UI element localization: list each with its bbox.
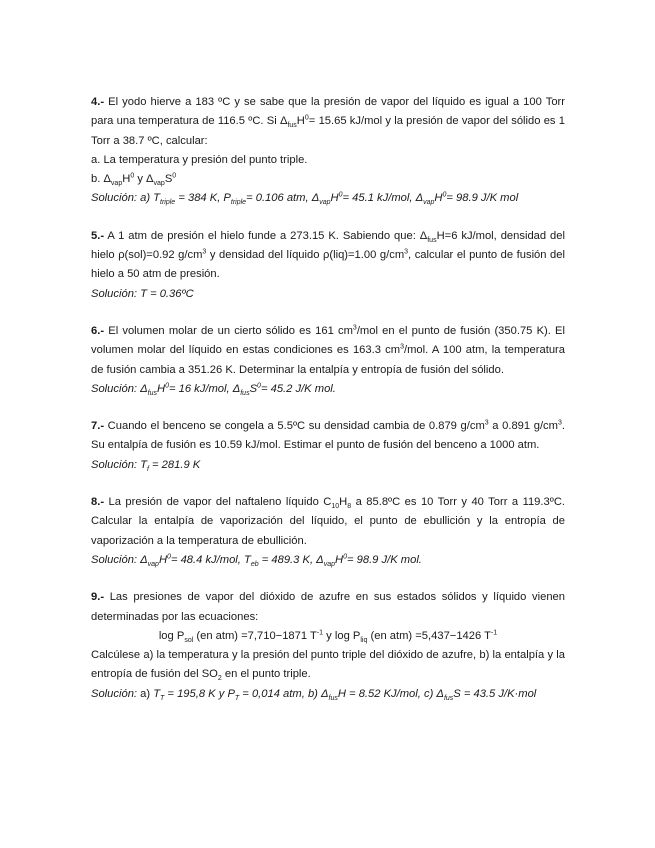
problem-number: 6.- <box>91 324 105 337</box>
problem-number: 8.- <box>91 496 105 509</box>
problem-8-solution: Solución: $\Delta_{vap}H^0= 48.4$ kJ/mol, $T_{eb} = 489.3$ K, $\Delta_{vap}H^0= 98.9$ J/K mol. <box>91 553 422 569</box>
problem-6-statement: 6.- El volumen molar de un cierto sólido es 161 $cm^3$/mol en el punto de fusión (350.75 K). El volumen molar del líquido en estas condiciones es 163.3 $cm^3$/mol. A 100 atm, la temperatura de fusión cambia a 351.26 K. Determinar la entalpía y entropía de fusión del sólido. <box>91 324 565 376</box>
problem-9-equation: $\log P_{sol}$ (en atm) =7,710−1871 $T^{-1}$ y $\log P_{liq}$ (en atm) =5,437−1426 $T^{-1}$ <box>158 629 498 645</box>
problem-6 <box>91 322 565 399</box>
document-page <box>91 93 565 722</box>
problem-number: 5.- <box>91 229 105 242</box>
problem-5-solution: Solución: T = 0.36ºC <box>91 287 194 300</box>
problem-9-question: Calcúlese a) la temperatura y la presión del punto triple del dióxido de azufre, b) la entalpía y la entropía de fusión del $SO_2$ en el punto triple. <box>91 649 565 683</box>
problem-9-solution: Solución: a) $T_T = 195,8$ K y $P_T = 0,014$ atm, b) $\Delta_{fus}H = 8.52$ KJ/mol, c) $\Delta_{fus}S = 43.5$ J/K·mol <box>91 687 537 702</box>
problem-7 <box>91 417 565 475</box>
problem-9 <box>91 588 565 704</box>
problem-8 <box>91 493 565 570</box>
problem-4-statement: 4.- El yodo hierve a 183 ºC y se sabe que la presión de vapor del líquido es igual a 100 Torr para una temperatura de 116.5 ºC. Si $\Delta_{fus}H^0= 15.65$ kJ/mol y la presión de vapor del sólido es 1 Torr a 38.7 ºC, calcular: <box>91 96 566 147</box>
problem-number: 4.- <box>91 96 105 108</box>
problem-5 <box>91 227 565 304</box>
problem-number: 9.- <box>91 591 105 604</box>
problem-7-solution: Solución: $T_f = 281.9$ K <box>91 458 201 473</box>
problem-9-statement: 9.- Las presiones de vapor del dióxido de azufre en sus estados sólidos y líquido vienen determinadas por las ecuaciones: <box>91 591 565 623</box>
problem-4 <box>91 93 565 209</box>
problem-number: 7.- <box>91 420 105 433</box>
problem-7-statement: 7.- Cuando el benceno se congela a 5.5ºC su densidad cambia de 0.879 $g/cm^3$ a 0.891 $g/cm^3$. Su entalpía de fusión es 10.59 kJ/mol. Estimar el punto de fusión del benceno a 1000 atm. <box>91 419 565 452</box>
problem-5-statement: 5.- A 1 atm de presión el hielo funde a 273.15 K. Sabiendo que: $\Delta_{fus}H=6$ kJ/mol, densidad del hielo ρ(sol)=0.92 $g/cm^3$ y densidad del líquido ρ(liq)=1.00 $g/cm^3$, calcular el punto de fusión del hielo a 50 atm de presión. <box>91 229 565 281</box>
problem-6-solution: Solución: $\Delta_{fus}H^0= 16$ kJ/mol, $\Delta_{fus}S^0= 45.2$ J/K mol. <box>91 382 336 398</box>
problem-4-solution: Solución: a) $T_{triple} = 384$ K, $P_{triple}= 0.106$ atm, $\Delta_{vap}H^0= 45.1$ kJ/mol, $\Delta_{vap}H^0= 98.9$ J/K mol <box>91 191 519 207</box>
problem-4-item-a: a. La temperatura y presión del punto triple. <box>91 153 308 166</box>
problem-8-statement: 8.- La presión de vapor del naftaleno líquido $C_{10}H_8$ a 85.8ºC es 10 Torr y 40 Torr a 119.3ºC. Calcular la entalpía de vaporización del líquido, el punto de ebullición y la entropía de vaporización a la temperatura de ebullición. <box>91 496 566 547</box>
problem-4-item-b: b. $\Delta_{vap}H^0$ y $\Delta_{vap}S^0$ <box>91 172 177 188</box>
